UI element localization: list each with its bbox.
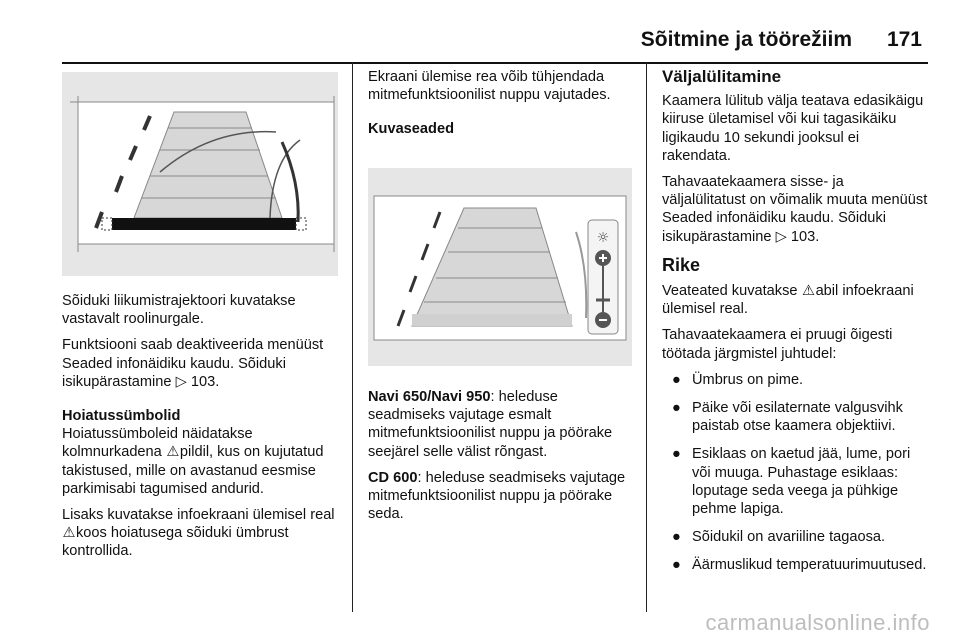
left-column	[62, 292, 344, 569]
list-item: ● Ümbrus on pime.	[672, 371, 804, 388]
section-heading-display-settings: Kuvaseaded	[368, 121, 454, 138]
middle-paragraph-3: CD 600: heleduse seadmiseks vajutage mitmefunktsioonilist nuppu ja pöörake seda.	[368, 469, 626, 523]
header-rule	[62, 62, 928, 64]
page-ref-icon: ▷	[775, 228, 787, 245]
warning-triangle-icon: ⚠	[166, 444, 180, 461]
svg-text:☼: ☼	[596, 230, 610, 246]
right-paragraph-4: Tahavaatekaamera ei pruugi õigesti töötada järgmistel juhtudel:	[662, 327, 893, 362]
list-item: ● Päike või esilaternate valgusvihk paistab otse kaamera objektiivi.	[672, 400, 903, 435]
column-divider-2	[646, 62, 647, 612]
page-ref-icon: ▷	[175, 373, 187, 390]
trajectory-illustration	[62, 72, 338, 276]
section-heading-fault: Rike	[662, 254, 701, 275]
middle-column	[368, 68, 634, 139]
column-divider-1	[352, 62, 353, 612]
middle-paragraph-2: Navi 650/Navi 950: heleduse seadmiseks vajutage esmalt mitmefunktsioonilist nuppu ja pöörake seejärel selle välist rõngast.	[368, 389, 613, 460]
left-paragraph-2: Hoiatussümboleid näidatakse kolmnurkadena ⚠pildil, kus on kujutatud takistused, mille on avastanud eesmise parkimisabi tagumised andurid.	[62, 426, 324, 497]
warning-triangle-icon: ⚠	[62, 525, 76, 542]
left-paragraph-3: Lisaks kuvatakse infoekraani ülemisel real ⚠koos hoiatusega sõiduki ümbrust kontrollida.	[62, 507, 335, 560]
list-item: ● Esiklaas on kaetud jää, lume, pori või muuga. Puhastage esiklaas: loputage seda veega ja pühkige pehme lapiga.	[672, 446, 911, 518]
page-title: Sõitmine ja töörežiim	[640, 28, 852, 51]
figure-caption: Sõiduki liikumistrajektoori kuvatakse vastavalt roolinurgale.	[62, 293, 296, 328]
bullet-icon: ●	[672, 446, 681, 463]
middle-paragraph-1: Ekraani ülemise rea võib tühjendada mitmefunktsioonilist nuppu vajutades.	[368, 69, 611, 104]
page-ref: 103.	[790, 228, 820, 245]
display-settings-figure	[368, 168, 632, 366]
section-heading-warning-symbols: Hoiatussümbolid	[62, 408, 181, 425]
middle-column-lower	[368, 388, 634, 531]
bullet-icon: ●	[672, 371, 681, 388]
list-item: ● Sõidukil on avariiline tagaosa.	[672, 529, 886, 546]
section-heading-switch-off: Väljalülitamine	[662, 67, 782, 86]
right-column	[662, 68, 930, 585]
watermark: carmanualsonline.info	[705, 610, 930, 635]
bullet-icon: ●	[672, 557, 681, 574]
warning-triangle-icon: ⚠	[802, 283, 816, 300]
list-item: ● Äärmuslikud temperatuurimuutused.	[672, 557, 927, 574]
display-settings-illustration	[368, 168, 632, 366]
right-paragraph-1: Kaamera lülitub välja teatava edasikäigu kiiruse ületamisel või kui tagasikäiku ligikaudu 10 sekundi jooksul ei rakendata.	[662, 93, 924, 164]
conditions-list	[662, 371, 930, 575]
bullet-icon: ●	[672, 529, 681, 546]
bullet-icon: ●	[672, 400, 681, 417]
page-ref: 103.	[190, 373, 220, 390]
right-paragraph-2: Tahavaatekaamera sisse- ja väljalülitatust on võimalik muuta menüüst Seaded infonäidiku kaudu. Sõiduki isikupärastamine ▷ 103.	[662, 174, 928, 245]
right-paragraph-3: Veateated kuvatakse ⚠abil infoekraani ülemisel real.	[662, 283, 914, 318]
left-paragraph-1: Funktsiooni saab deaktiveerida menüüst Seaded infonäidiku kaudu. Sõiduki isikupärastamine ▷ 103.	[62, 337, 324, 390]
trajectory-figure	[62, 72, 338, 276]
page-number: 171	[886, 28, 922, 51]
page-header	[0, 22, 960, 62]
